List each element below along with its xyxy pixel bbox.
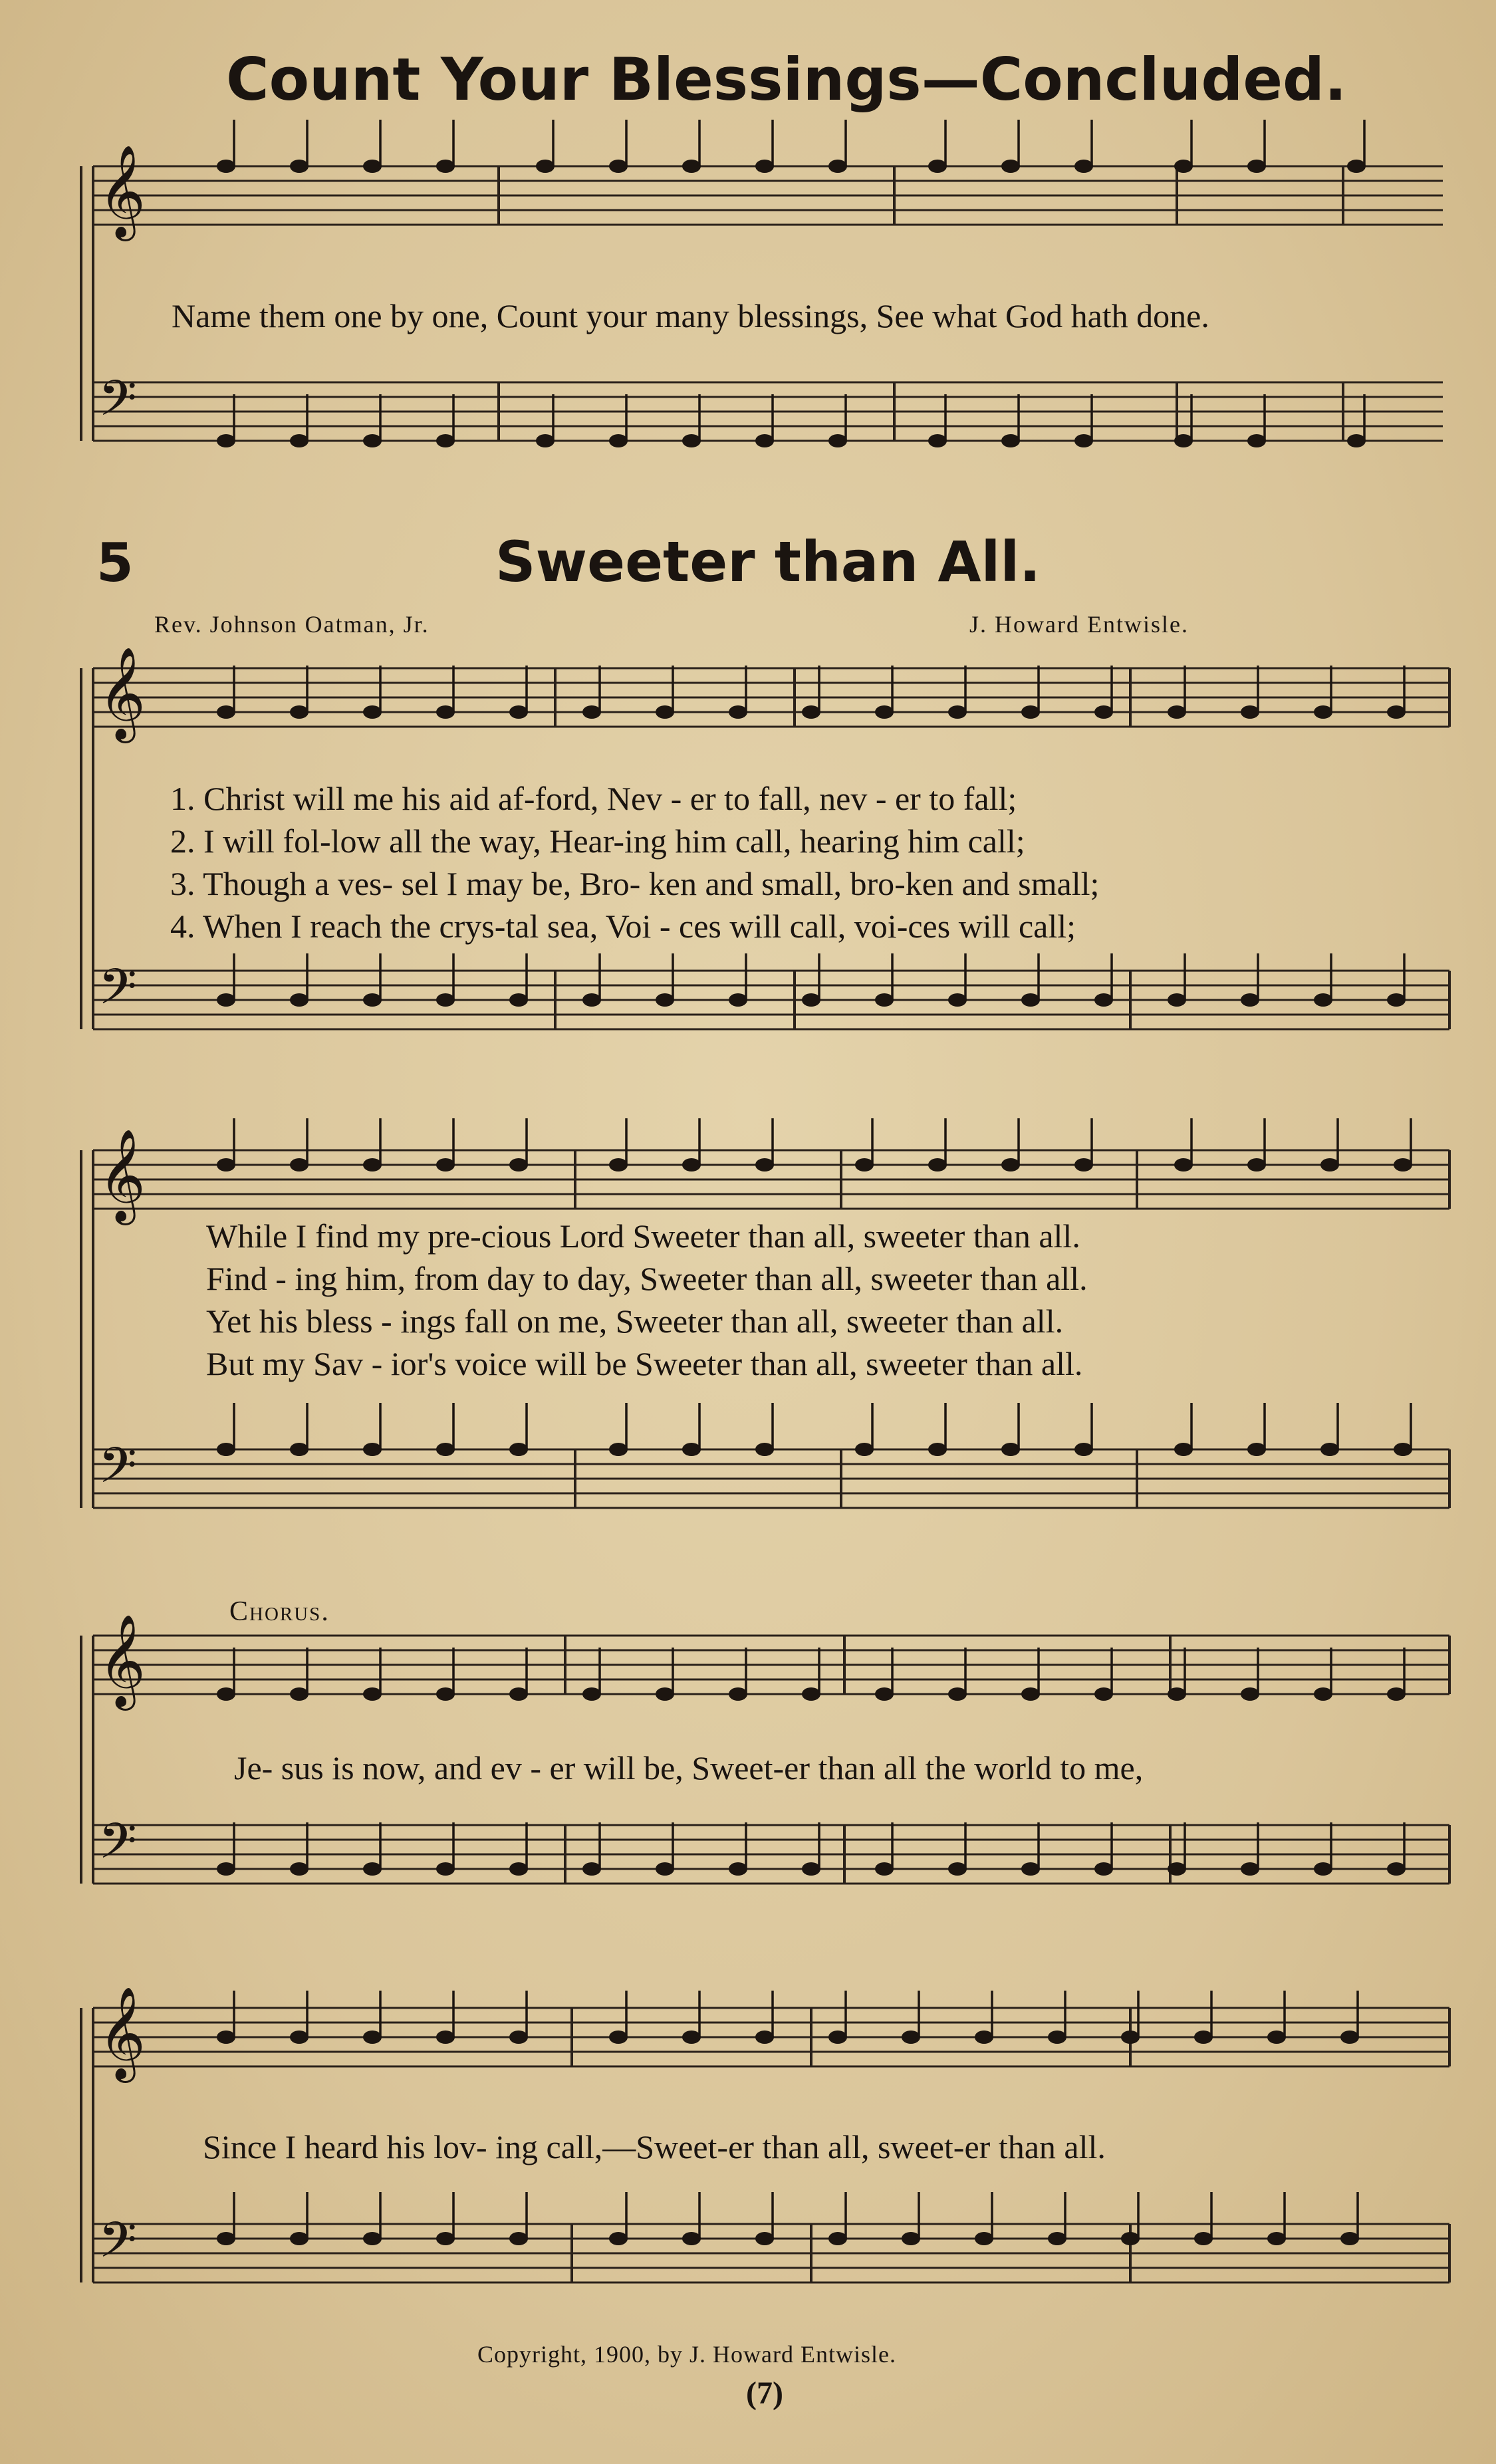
notehead <box>609 1443 628 1456</box>
notehead <box>1247 1443 1266 1456</box>
notehead <box>217 1158 235 1171</box>
notehead <box>729 1862 747 1876</box>
notehead <box>948 1862 967 1876</box>
notehead <box>290 2232 309 2245</box>
notehead <box>290 705 309 719</box>
notehead <box>656 705 674 719</box>
bass-clef-icon: 𝄢 <box>98 2211 137 2281</box>
notehead <box>436 1862 455 1876</box>
notehead <box>509 993 528 1007</box>
notehead <box>582 1862 601 1876</box>
notehead <box>217 160 235 173</box>
notehead <box>582 1687 601 1701</box>
bass-clef-icon: 𝄢 <box>98 958 137 1028</box>
notehead <box>1001 1443 1020 1456</box>
bass-clef-icon: 𝄢 <box>98 1812 137 1882</box>
notehead <box>802 993 820 1007</box>
song-title: Sweeter than All. <box>495 529 1041 594</box>
notehead <box>363 2031 382 2044</box>
bass-clef-icon: 𝄢 <box>98 370 137 439</box>
notehead <box>755 1158 774 1171</box>
treble-clef-icon: 𝄞 <box>98 1129 146 1221</box>
notehead <box>436 1443 455 1456</box>
notehead <box>363 2232 382 2245</box>
notehead <box>682 1158 701 1171</box>
notehead <box>656 993 674 1007</box>
notehead <box>1174 1158 1193 1171</box>
notehead <box>290 1443 309 1456</box>
notehead <box>363 993 382 1007</box>
notehead <box>436 1158 455 1171</box>
notehead <box>1094 705 1113 719</box>
notehead <box>1267 2232 1286 2245</box>
notehead <box>682 2031 701 2044</box>
notehead <box>290 993 309 1007</box>
notehead <box>1021 705 1040 719</box>
notehead <box>729 705 747 719</box>
notehead <box>217 2031 235 2044</box>
verse-line-4: 4. When I reach the crys-tal sea, Voi - ces will call, voi-ces will call; <box>170 908 1076 945</box>
notehead <box>1320 1443 1339 1456</box>
notehead <box>802 705 820 719</box>
notehead <box>363 1862 382 1876</box>
notehead <box>1074 1158 1093 1171</box>
notehead <box>755 2232 774 2245</box>
notehead <box>828 2232 847 2245</box>
chorus-line-1: Je- sus is now, and ev - er will be, Sweet-er than all the world to me, <box>234 1749 1144 1786</box>
notehead <box>682 434 701 447</box>
notehead <box>975 2031 993 2044</box>
notehead <box>1241 993 1259 1007</box>
notehead <box>1174 434 1193 447</box>
notehead <box>436 1687 455 1701</box>
notehead <box>656 1687 674 1701</box>
notehead <box>217 705 235 719</box>
notehead <box>509 2232 528 2245</box>
notehead <box>1048 2232 1066 2245</box>
notehead <box>1314 705 1332 719</box>
notehead <box>436 2031 455 2044</box>
notehead <box>1094 1687 1113 1701</box>
notehead <box>1121 2031 1140 2044</box>
notehead <box>1021 1862 1040 1876</box>
notehead <box>1247 160 1266 173</box>
notehead <box>1247 1158 1266 1171</box>
notehead <box>875 1687 894 1701</box>
notehead <box>363 434 382 447</box>
notehead <box>217 1687 235 1701</box>
notehead <box>1048 2031 1066 2044</box>
notehead <box>509 2031 528 2044</box>
notehead <box>1394 1158 1412 1171</box>
notehead <box>1074 434 1093 447</box>
notehead <box>217 993 235 1007</box>
notehead <box>755 2031 774 2044</box>
song-number: 5 <box>96 532 134 594</box>
notehead <box>509 1862 528 1876</box>
notehead <box>1001 160 1020 173</box>
notehead <box>1174 1443 1193 1456</box>
notehead <box>509 1687 528 1701</box>
notehead <box>682 2232 701 2245</box>
notehead <box>582 993 601 1007</box>
page-number: (7) <box>746 2376 783 2411</box>
notehead <box>290 434 309 447</box>
treble-clef-icon: 𝄞 <box>98 1614 146 1707</box>
notehead <box>1001 1158 1020 1171</box>
notehead <box>1168 1687 1186 1701</box>
notehead <box>582 705 601 719</box>
notehead <box>1194 2232 1213 2245</box>
notehead <box>928 434 947 447</box>
notehead <box>1314 1687 1332 1701</box>
notehead <box>948 1687 967 1701</box>
notehead <box>1340 2031 1359 2044</box>
notehead <box>290 160 309 173</box>
notehead <box>729 993 747 1007</box>
notehead <box>1241 1862 1259 1876</box>
notehead <box>290 1687 309 1701</box>
composer-credit: J. Howard Entwisle. <box>969 611 1189 638</box>
treble-clef-icon: 𝄞 <box>98 647 146 739</box>
notehead <box>1074 1443 1093 1456</box>
notehead <box>609 160 628 173</box>
notehead <box>802 1687 820 1701</box>
notehead <box>928 1158 947 1171</box>
notehead <box>1168 1862 1186 1876</box>
notehead <box>1021 1687 1040 1701</box>
notehead <box>609 434 628 447</box>
notehead <box>509 1158 528 1171</box>
bass-clef-icon: 𝄢 <box>98 1437 137 1507</box>
notehead <box>290 2031 309 2044</box>
notehead <box>363 1687 382 1701</box>
notehead <box>875 1862 894 1876</box>
notehead <box>1168 993 1186 1007</box>
notehead <box>1241 1687 1259 1701</box>
notehead <box>363 1443 382 1456</box>
notehead <box>928 160 947 173</box>
notehead <box>902 2232 920 2245</box>
notehead <box>948 705 967 719</box>
notehead <box>948 993 967 1007</box>
notehead <box>729 1687 747 1701</box>
notehead <box>536 434 555 447</box>
previous-song-lyric: Name them one by one, Count your many blessings, See what God hath done. <box>172 297 1209 334</box>
notehead <box>1241 705 1259 719</box>
verse-line-2: 2. I will fol-low all the way, Hear-ing him call, hearing him call; <box>170 822 1025 860</box>
notehead <box>1247 434 1266 447</box>
copyright-notice: Copyright, 1900, by J. Howard Entwisle. <box>477 2341 896 2368</box>
notehead <box>1320 1158 1339 1171</box>
notehead <box>609 1158 628 1171</box>
treble-clef-icon: 𝄞 <box>98 1987 146 2079</box>
notehead <box>875 993 894 1007</box>
notehead <box>656 1862 674 1876</box>
verse-line-1: 1. Christ will me his aid af-ford, Nev - er to fall, nev - er to fall; <box>170 780 1017 817</box>
verse-line-3: 3. Though a ves- sel I may be, Bro- ken and small, bro-ken and small; <box>170 865 1100 902</box>
notehead <box>1094 993 1113 1007</box>
notehead <box>217 1443 235 1456</box>
notehead <box>682 160 701 173</box>
notehead <box>217 434 235 447</box>
notehead <box>609 2232 628 2245</box>
notehead <box>290 1862 309 1876</box>
notehead <box>436 993 455 1007</box>
verse-continuation-4: But my Sav - ior's voice will be Sweeter than all, sweeter than all. <box>206 1345 1083 1382</box>
notehead <box>217 1862 235 1876</box>
notehead <box>1194 2031 1213 2044</box>
notehead <box>755 434 774 447</box>
notehead <box>1174 160 1193 173</box>
notehead <box>682 1443 701 1456</box>
notehead <box>1074 160 1093 173</box>
notehead <box>1387 1862 1406 1876</box>
notehead <box>828 2031 847 2044</box>
notehead <box>802 1862 820 1876</box>
chorus-label: Chorus. <box>229 1596 330 1627</box>
notehead <box>902 2031 920 2044</box>
notehead <box>828 434 847 447</box>
notehead <box>363 1158 382 1171</box>
notehead <box>217 2232 235 2245</box>
notehead <box>755 1443 774 1456</box>
notehead <box>436 2232 455 2245</box>
notehead <box>1094 1862 1113 1876</box>
notehead <box>875 705 894 719</box>
notehead <box>509 1443 528 1456</box>
notehead <box>928 1443 947 1456</box>
notehead <box>1387 1687 1406 1701</box>
notehead <box>290 1158 309 1171</box>
notehead <box>609 2031 628 2044</box>
notehead <box>509 705 528 719</box>
notehead <box>1347 434 1366 447</box>
previous-song-title: Count Your Blessings—Concluded. <box>226 45 1347 114</box>
verse-continuation-2: Find - ing him, from day to day, Sweeter than all, sweeter than all. <box>206 1260 1088 1297</box>
notehead <box>1021 993 1040 1007</box>
notehead <box>1387 993 1406 1007</box>
chorus-line-2: Since I heard his lov- ing call,—Sweet-er than all, sweet-er than all. <box>203 2128 1106 2165</box>
lyricist-credit: Rev. Johnson Oatman, Jr. <box>154 611 430 638</box>
verse-continuation-3: Yet his bless - ings fall on me, Sweeter than all, sweeter than all. <box>206 1302 1064 1340</box>
notehead <box>855 1158 874 1171</box>
notehead <box>755 160 774 173</box>
notehead <box>363 160 382 173</box>
notehead <box>1314 993 1332 1007</box>
notehead <box>1267 2031 1286 2044</box>
notehead <box>436 434 455 447</box>
notehead <box>1168 705 1186 719</box>
notehead <box>828 160 847 173</box>
notehead <box>436 705 455 719</box>
notehead <box>975 2232 993 2245</box>
notehead <box>1387 705 1406 719</box>
notehead <box>1394 1443 1412 1456</box>
verse-continuation-1: While I find my pre-cious Lord Sweeter than all, sweeter than all. <box>206 1217 1080 1255</box>
notehead <box>1340 2232 1359 2245</box>
notehead <box>1314 1862 1332 1876</box>
notehead <box>436 160 455 173</box>
notehead <box>363 705 382 719</box>
notehead <box>855 1443 874 1456</box>
notehead <box>536 160 555 173</box>
treble-clef-icon: 𝄞 <box>98 145 146 237</box>
notehead <box>1121 2232 1140 2245</box>
notehead <box>1001 434 1020 447</box>
notehead <box>1347 160 1366 173</box>
